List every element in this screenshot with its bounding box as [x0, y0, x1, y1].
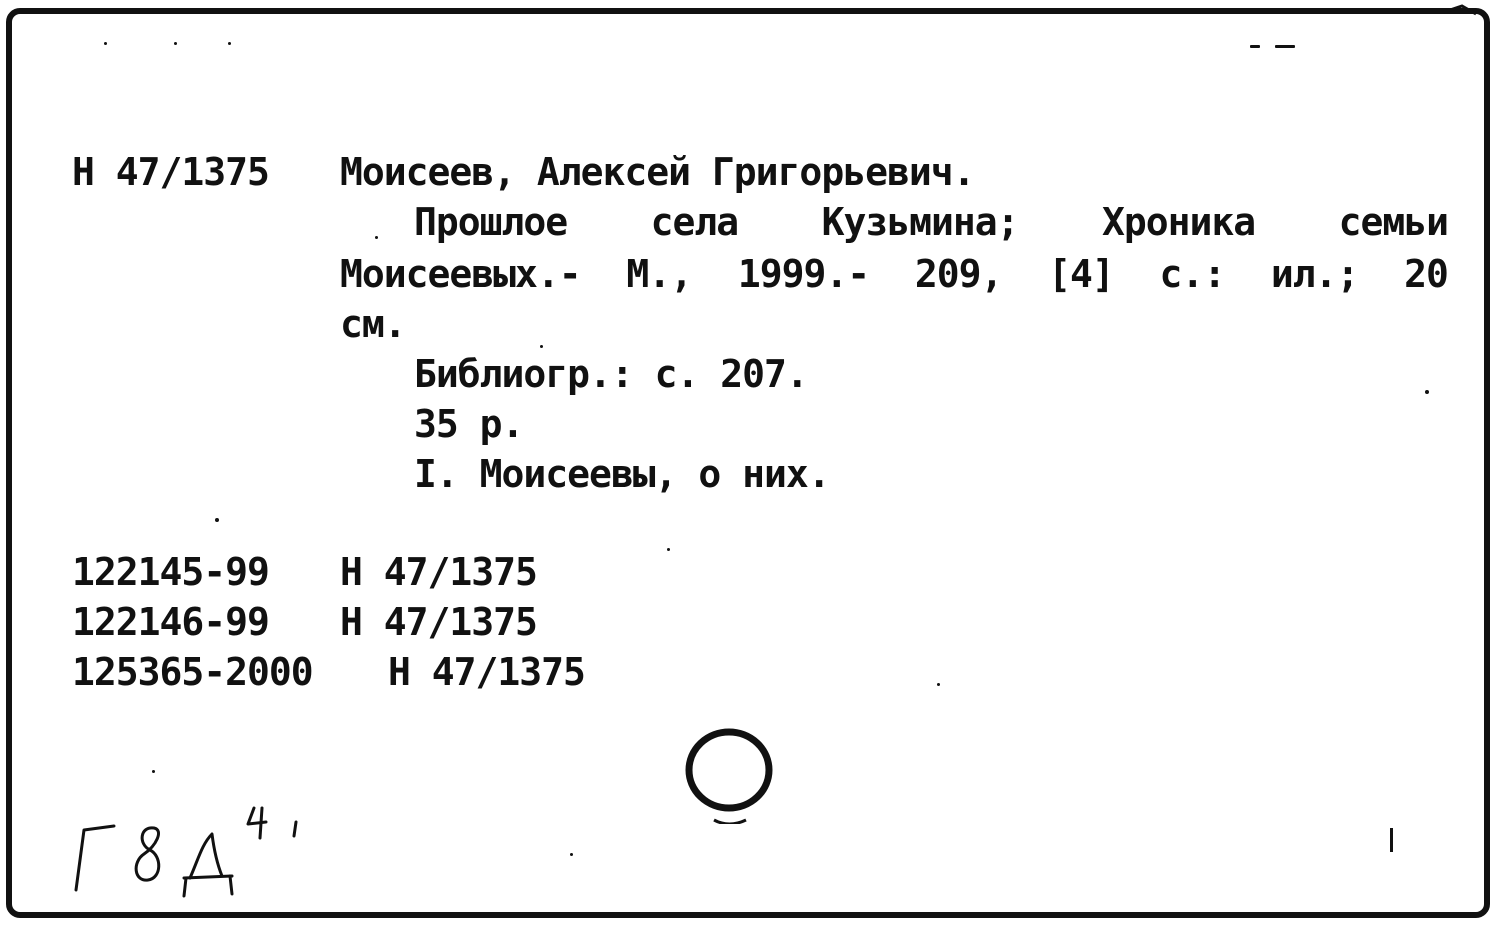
holding-call: Н 47/1375: [340, 600, 537, 644]
author-heading: Моисеев, Алексей Григорьевич.: [340, 150, 975, 194]
holding-inventory: 122146-99: [72, 600, 269, 644]
holding-call: Н 47/1375: [340, 550, 537, 594]
title-word: села: [650, 200, 739, 244]
imprint-word: [4]: [1048, 252, 1114, 296]
imprint-word: Моисеевых.-: [340, 252, 581, 296]
call-number: Н 47/1375: [72, 150, 269, 194]
imprint-word: 1999.-: [737, 252, 870, 296]
imprint-word: ил.;: [1270, 252, 1359, 296]
subject-heading: I. Моисеевы, о них.: [414, 452, 830, 496]
margin-tick: [1390, 828, 1393, 852]
bibliography-note: Библиогр.: с. 207.: [414, 352, 808, 396]
imprint-line: [340, 252, 1448, 296]
punch-hole: [684, 724, 774, 824]
title-word: Хроника: [1101, 200, 1256, 244]
speck: [104, 42, 107, 45]
holding-call: Н 47/1375: [388, 650, 585, 694]
title-word: Прошлое: [414, 200, 568, 244]
handwritten-shelf-mark: [62, 800, 322, 910]
price: 35 р.: [414, 402, 524, 446]
speck: [228, 42, 231, 45]
speck: [174, 42, 177, 45]
speck: [375, 236, 378, 239]
imprint-word: 209,: [914, 252, 1003, 296]
title-line: [414, 200, 1448, 244]
speck: [1275, 45, 1295, 48]
speck: [937, 683, 940, 686]
speck: [667, 548, 670, 551]
title-word: Кузьмина;: [821, 200, 1019, 244]
speck: [215, 518, 219, 522]
title-word: семьи: [1338, 200, 1448, 244]
speck: [152, 770, 155, 773]
holding-inventory: 125365-2000: [72, 650, 313, 694]
speck: [570, 853, 573, 856]
imprint-end: см.: [340, 302, 406, 346]
holding-inventory: 122145-99: [72, 550, 269, 594]
speck: [540, 345, 543, 348]
speck: [1425, 390, 1429, 394]
speck: [1250, 45, 1260, 48]
corner-notch: [1440, 0, 1480, 20]
imprint-word: с.:: [1159, 252, 1226, 296]
imprint-word: М.,: [626, 252, 693, 296]
imprint-word: 20: [1404, 252, 1448, 296]
